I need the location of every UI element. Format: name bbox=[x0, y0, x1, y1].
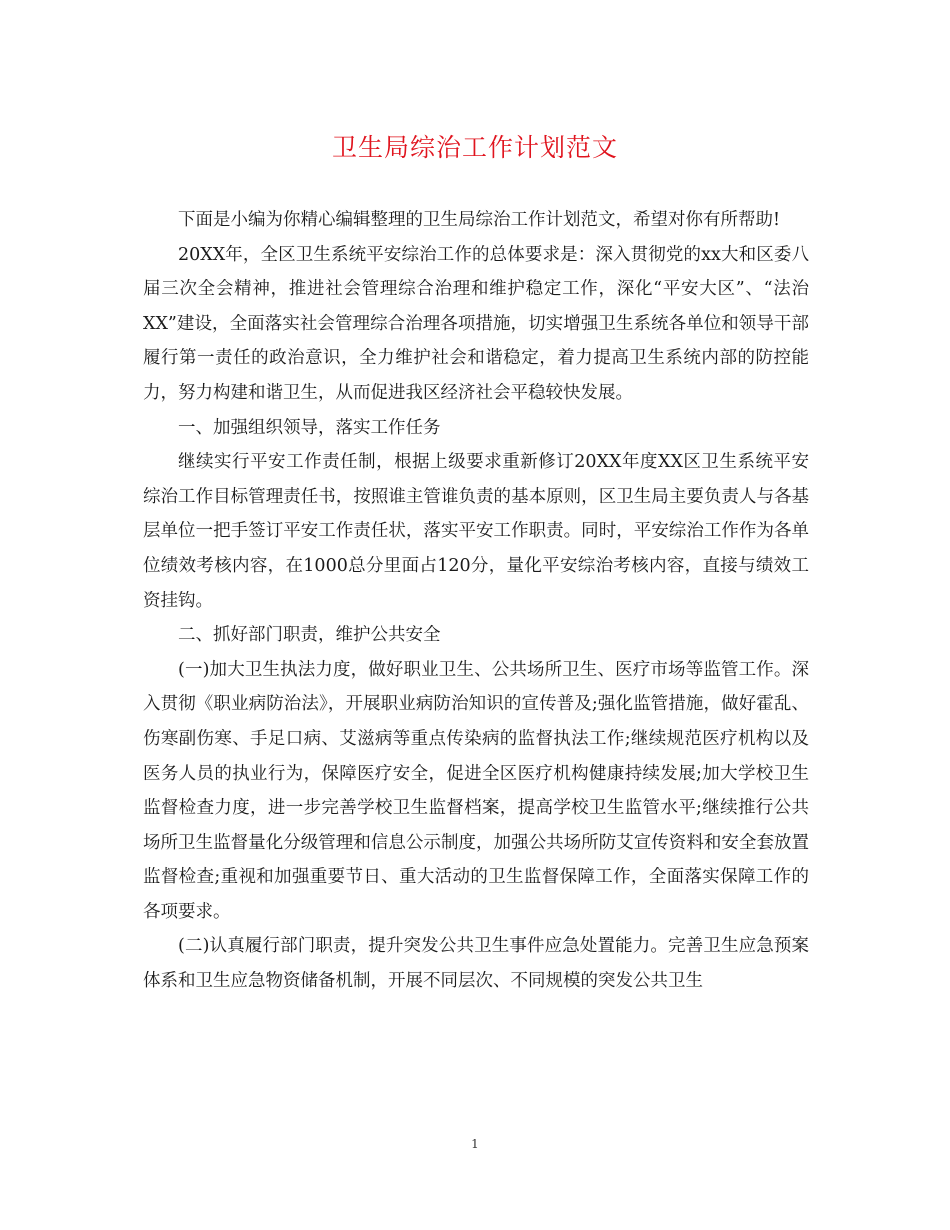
document-body bbox=[143, 203, 809, 999]
paragraph-intro: 下面是小编为你精心编辑整理的卫生局综治工作计划范文，希望对你有所帮助! bbox=[178, 210, 781, 230]
paragraph-requirements: 20XX年，全区卫生系统平安综治工作的总体要求是：深入贯彻党的xx大和区委八届三次全会精神，推进社会管理综合治理和维护稳定工作，深化“平安大区”、“法治XX”建设，全面落实社会管理综合治理各项措施，切实增强卫生系统各单位和领导干部履行第一责任的政治意识，全力维护社会和谐稳定，着力提高卫生系统内部的防控能力，努力构建和谐卫生，从而促进我区经济社会平稳较快发展。 bbox=[143, 244, 809, 403]
document-title: 卫生局综治工作计划范文 bbox=[331, 133, 618, 162]
section-heading-2: 二、抓好部门职责，维护公共安全 bbox=[178, 625, 441, 646]
paragraph-enforcement: (一)加大卫生执法力度，做好职业卫生、公共场所卫生、医疗市场等监管工作。深入贯彻《职业病防治法》，开展职业病防治知识的宣传普及;强化监管措施，做好霍乱、伤寒副伤寒、手足口病、艾滋病等重点传染病的监督执法工作;继续规范医疗机构以及医务人员的执业行为，保障医疗安全，促进全区医疗机构健康持续发展;加大学校卫生监督检查力度，进一步完善学校卫生监督档案，提高学校卫生监管水平;继续推行公共场所卫生监督量化分级管理和信息公示制度，加强公共场所防艾宣传资料和安全套放置监督检查;重视和加强重要节日、重大活动的卫生监督保障工作，全面落实保障工作的各项要求。 bbox=[143, 659, 809, 922]
page-number: 1 bbox=[471, 1137, 479, 1151]
section-heading-1: 一、加强组织领导，落实工作任务 bbox=[178, 417, 441, 438]
paragraph-responsibility: 继续实行平安工作责任制，根据上级要求重新修订20XX年度XX区卫生系统平安综治工作目标管理责任书，按照谁主管谁负责的基本原则，区卫生局主要负责人与各基层单位一把手签订平安工作责任状，落实平安工作职责。同时，平安综治工作作为各单位绩效考核内容，在1000总分里面占120分，量化平安综治考核内容，直接与绩效工资挂钩。 bbox=[143, 452, 809, 611]
paragraph-emergency: (二)认真履行部门职责，提升突发公共卫生事件应急处置能力。完善卫生应急预案体系和卫生应急物资储备机制，开展不同层次、不同规模的突发公共卫生 bbox=[143, 936, 809, 992]
